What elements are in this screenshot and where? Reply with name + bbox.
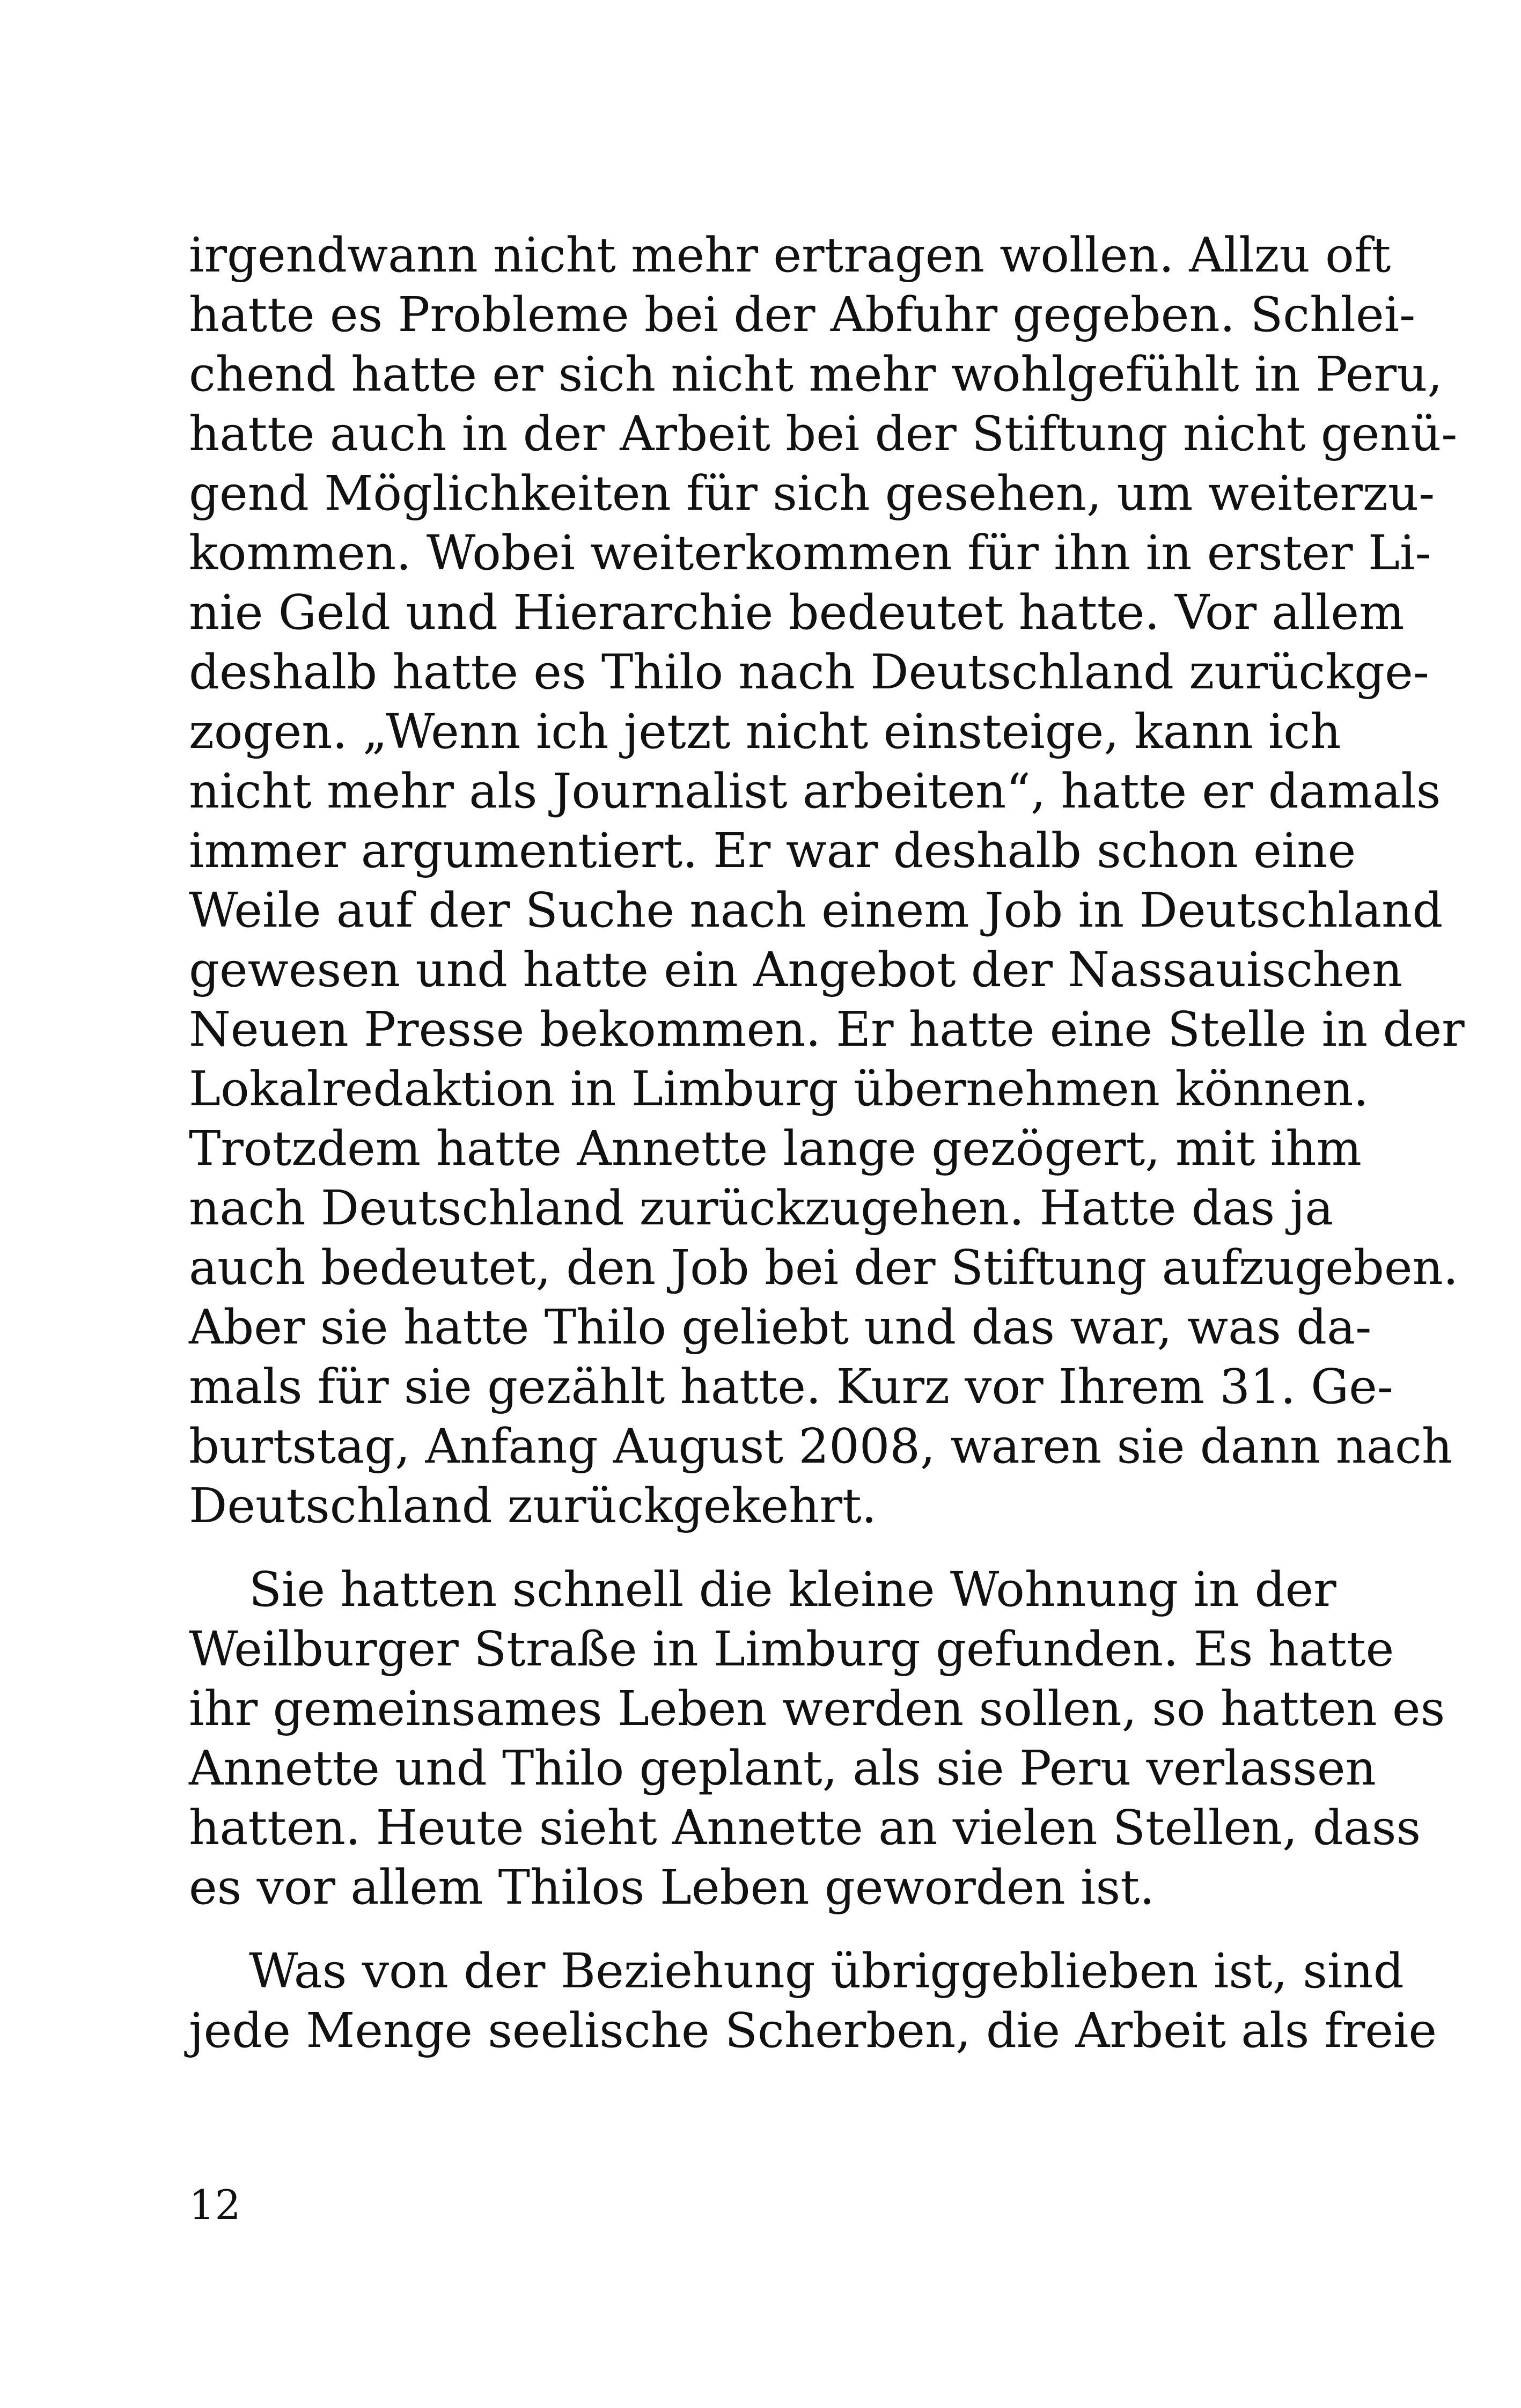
paragraph-gap <box>189 1536 1294 1560</box>
text-line: chend hatte er sich nicht mehr wohlgefühlt in Peru, <box>189 346 1443 402</box>
text-line: nach Deutschland zurückzugehen. Hatte das ja <box>189 1180 1334 1236</box>
text-line: Weile auf der Suche nach einem Job in Deutschland <box>189 882 1443 938</box>
text-line: Trotzdem hatte Annette lange gezögert, mit ihm <box>189 1120 1362 1176</box>
text-line: gewesen und hatte ein Angebot der Nassauischen <box>189 942 1403 997</box>
text-line: Lokalredaktion in Limburg übernehmen können. <box>189 1061 1369 1117</box>
text-line: burtstag, Anfang August 2008, waren sie dann nach <box>189 1418 1453 1474</box>
text-line: Was von der Beziehung übriggeblieben ist, sind <box>249 1943 1404 1999</box>
text-line: nicht mehr als Journalist arbeiten“, hatte er damals <box>189 763 1441 819</box>
text-line: hatte es Probleme bei der Abfuhr gegeben. Schlei- <box>189 287 1416 342</box>
text-line: Weilburger Straße in Limburg gefunden. Es hatte <box>189 1621 1394 1677</box>
text-line: mals für sie gezählt hatte. Kurz vor Ihrem 31. Ge- <box>189 1359 1393 1414</box>
text-line: nie Geld und Hierarchie bedeutet hatte. Vor allem <box>189 584 1405 640</box>
text-line: hatte auch in der Arbeit bei der Stiftung nicht genü- <box>189 406 1458 461</box>
text-line: kommen. Wobei weiterkommen für ihn in erster Li- <box>189 525 1431 581</box>
text-line: jede Menge seelische Scherben, die Arbeit als freie <box>189 2002 1437 2058</box>
paragraph <box>189 225 1465 1536</box>
text-line: auch bedeutet, den Job bei der Stiftung aufzugeben. <box>189 1239 1459 1295</box>
paragraph <box>189 1941 1437 2060</box>
paragraph <box>189 1560 1445 1917</box>
text-line: immer argumentiert. Er war deshalb schon eine <box>189 823 1356 878</box>
text-line: ihr gemeinsames Leben werden sollen, so hatten es <box>189 1680 1445 1736</box>
body-text <box>189 225 1465 2060</box>
page-number: 12 <box>189 2181 241 2229</box>
text-line: hatten. Heute sieht Annette an vielen Stellen, dass <box>189 1800 1421 1855</box>
text-line: Aber sie hatte Thilo geliebt und das war, was da- <box>189 1299 1372 1355</box>
text-line: Neuen Presse bekommen. Er hatte eine Stelle in der <box>189 1001 1465 1057</box>
text-line: zogen. „Wenn ich jetzt nicht einsteige, kann ich <box>189 703 1341 759</box>
text-line: Annette und Thilo geplant, als sie Peru verlassen <box>189 1740 1376 1796</box>
paragraph-gap <box>189 1917 1294 1941</box>
text-line: irgendwann nicht mehr ertragen wollen. Allzu oft <box>189 227 1391 283</box>
text-line: Sie hatten schnell die kleine Wohnung in der <box>249 1561 1336 1617</box>
text-line: es vor allem Thilos Leben geworden ist. <box>189 1859 1155 1915</box>
text-line: Deutschland zurückgekehrt. <box>189 1478 877 1533</box>
text-line: deshalb hatte es Thilo nach Deutschland zurückge- <box>189 644 1429 700</box>
text-line: gend Möglichkeiten für sich gesehen, um weiterzu- <box>189 465 1435 521</box>
